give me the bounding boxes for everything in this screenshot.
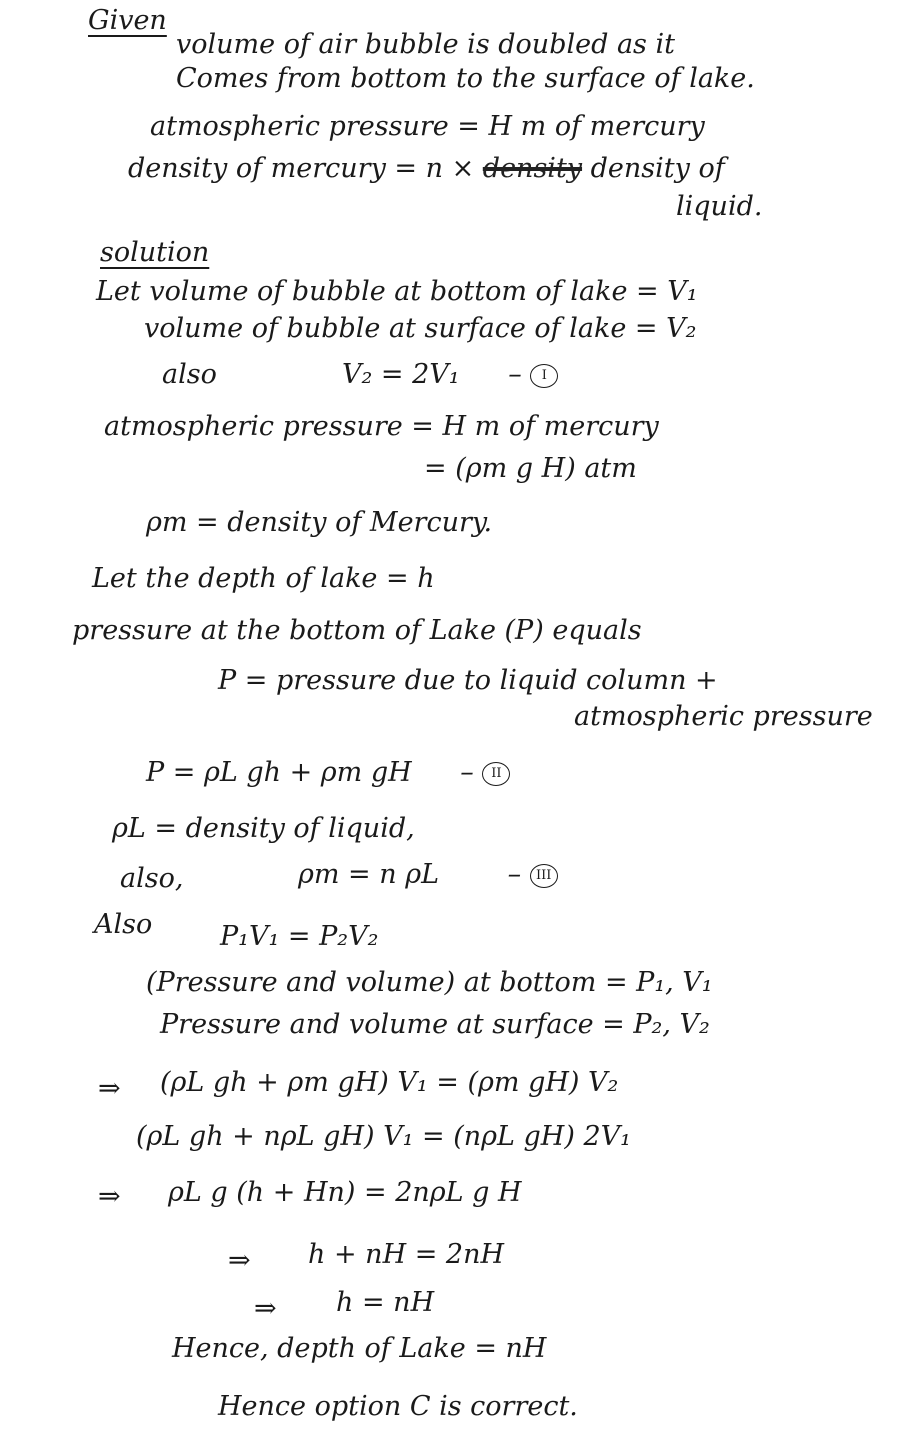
solution-line-11: P = ρL gh + ρm gH – II <box>146 756 510 790</box>
solution-line-18: (ρL gh + nρL gH) V₁ = (nρL gH) 2V₁ <box>136 1121 631 1152</box>
solution-line-1: Let volume of bubble at bottom of lake = V₁ <box>96 276 698 307</box>
solution-line-4: atmospheric pressure = H m of mercury <box>104 411 659 442</box>
implies-arrow-4: ⇒ <box>254 1293 277 1324</box>
solution-line-14a: Also <box>94 909 153 940</box>
given-line-5: liquid. <box>676 191 763 222</box>
solution-line-23: Hence option C is correct. <box>218 1391 578 1422</box>
equation-density-relation: ρm = n ρL <box>298 859 440 890</box>
solution-line-8: pressure at the bottom of Lake (P) equals <box>72 615 642 646</box>
solution-line-5: = (ρm g H) atm <box>424 453 637 484</box>
solution-line-9: P = pressure due to liquid column + <box>218 665 718 696</box>
implies-arrow-3: ⇒ <box>228 1245 251 1276</box>
given-line-2: Comes from bottom to the surface of lake. <box>176 63 755 94</box>
solution-line-7: Let the depth of lake = h <box>92 563 435 594</box>
implies-arrow-1: ⇒ <box>98 1073 121 1104</box>
given-line-4-tail: density of <box>590 153 725 184</box>
solution-line-10: atmospheric pressure <box>574 701 873 732</box>
implies-arrow-2: ⇒ <box>98 1181 121 1212</box>
solution-line-3b: V₂ = 2V₁ – I <box>342 358 558 392</box>
struck-out-word: density <box>482 153 583 184</box>
equation-pressure: P = ρL gh + ρm gH <box>146 757 412 788</box>
equation-tag-3: III <box>530 864 558 888</box>
solution-heading: solution <box>100 237 210 268</box>
solution-line-22: Hence, depth of Lake = nH <box>172 1333 547 1364</box>
solution-line-3a: also <box>162 359 217 390</box>
given-line-4-text: density of mercury = n × <box>128 153 475 184</box>
equation-v2: V₂ = 2V₁ <box>342 359 460 390</box>
solution-line-16: Pressure and volume at surface = P₂, V₂ <box>160 1009 710 1040</box>
solution-line-17: (ρL gh + ρm gH) V₁ = (ρm gH) V₂ <box>160 1067 619 1098</box>
given-line-4 <box>128 152 725 186</box>
equation-tag-1: I <box>530 364 558 388</box>
given-heading: Given <box>88 5 167 36</box>
solution-line-6: ρm = density of Mercury. <box>146 507 493 538</box>
solution-line-19: ρL g (h + Hn) = 2nρL g H <box>168 1177 522 1208</box>
solution-line-15: (Pressure and volume) at bottom = P₁, V₁ <box>146 967 713 998</box>
solution-line-2: volume of bubble at surface of lake = V₂ <box>144 313 697 344</box>
solution-line-13a: also, <box>120 863 184 894</box>
solution-line-12: ρL = density of liquid, <box>112 813 415 844</box>
solution-line-14b: P₁V₁ = P₂V₂ <box>220 921 379 952</box>
given-line-3: atmospheric pressure = H m of mercury <box>150 111 705 142</box>
equation-tag-2: II <box>482 762 510 786</box>
solution-line-13b: ρm = n ρL – III <box>298 858 558 892</box>
solution-line-21: h = nH <box>336 1287 435 1318</box>
solution-line-20: h + nH = 2nH <box>308 1239 505 1270</box>
given-line-1: volume of air bubble is doubled as it <box>176 29 675 60</box>
